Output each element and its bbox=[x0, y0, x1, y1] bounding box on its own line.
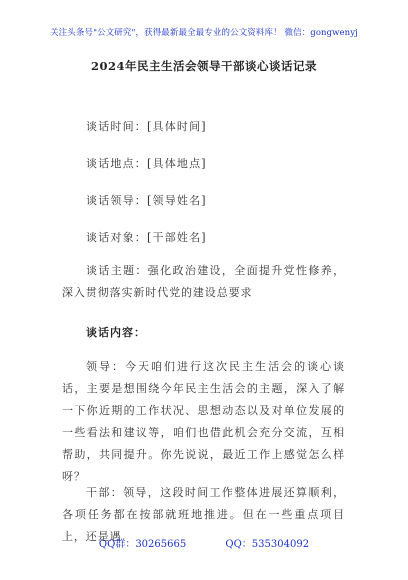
topic-paragraph: 谈话主题：强化政治建设，全面提升党性修养，深入贯彻落实新时代党的建设总要求 bbox=[62, 264, 345, 299]
cadre-reply-paragraph: 干部：领导，这段时间工作整体进展还算顺利，各项任务都在按部就班地推进。但在一些重点项目上，还是遇 bbox=[62, 486, 345, 543]
header-banner: 关注头条号"公文研究"，获得最新最全最专业的公文资料库！ 微信：gongwenyj bbox=[50, 28, 358, 38]
field-time: 谈话时间：[具体时间] bbox=[86, 120, 207, 133]
field-object: 谈话对象：[干部姓名] bbox=[86, 231, 207, 244]
field-leader: 谈话领导：[领导姓名] bbox=[86, 194, 207, 207]
document-title: 2024年民主生活会领导干部谈心谈话记录 bbox=[90, 59, 317, 73]
footer-qq-group: QQ群：30265665 bbox=[98, 539, 187, 550]
leader-opening-paragraph: 领导：今天咱们进行这次民主生活会的谈心谈话，主要是想围绕今年民主生活会的主题，深入了解一下你近期的工作状况、思想动态以及对单位发展的一些看法和建议等，咱们也借此机会充分交流，互相帮助，共同提升。你先说说，最近工作上感觉怎么样呀？ bbox=[62, 360, 345, 483]
footer-contact bbox=[0, 535, 408, 550]
field-place: 谈话地点：[具体地点] bbox=[86, 157, 207, 170]
content-heading: 谈话内容： bbox=[86, 326, 146, 339]
footer-qq-number: QQ：535304092 bbox=[225, 539, 310, 550]
